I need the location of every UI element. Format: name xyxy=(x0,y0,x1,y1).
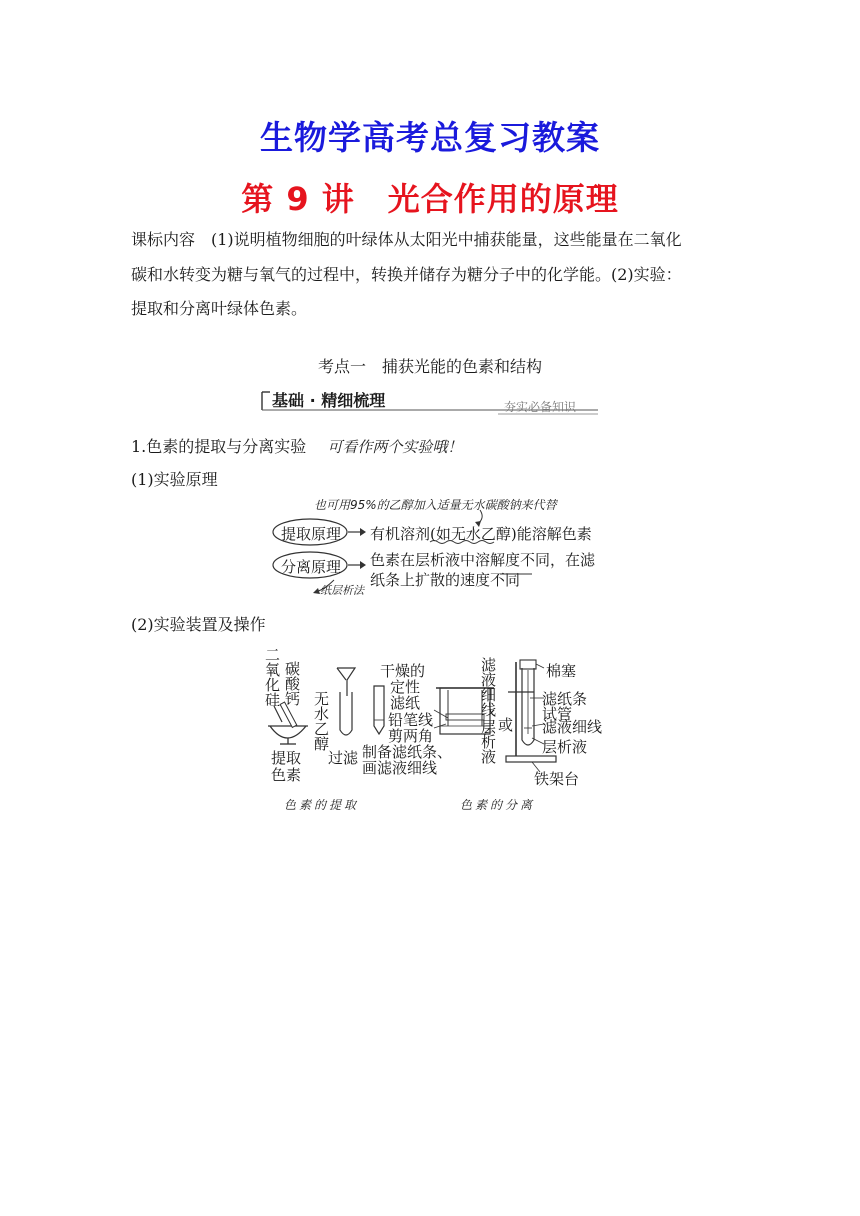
standard-line-2: 碳和水转变为糖与氧气的过程中，转换并储存为糖分子中的化学能。(2)实验： xyxy=(131,265,682,284)
banner-main-label: 基础 · 精细梳理 xyxy=(272,391,386,410)
anhydrous-ethanol-label: 无水乙醇 xyxy=(314,690,330,753)
filter-label: 过滤 xyxy=(328,749,359,767)
standard-line-1: 课标内容 (1)说明植物细胞的叶绿体从太阳光中捕获能量，这些能量在二氧化 xyxy=(131,230,682,249)
item1-handnote: 可看作两个实验哦！ xyxy=(327,438,463,456)
separate-principle-label: 分离原理 xyxy=(281,558,342,576)
lecture-title: 第 9 讲 光合作用的原理 xyxy=(241,180,619,218)
item1-heading xyxy=(131,434,462,457)
filtrate-line-label: 滤液细线 xyxy=(542,718,603,736)
pencil-line-label: 铅笔线 xyxy=(388,711,434,729)
principle-diagram xyxy=(270,494,610,598)
prepare-strip-label-2: 画滤液细线 xyxy=(362,759,438,777)
separate-principle-line2: 纸条上扩散的速度不同 xyxy=(370,571,521,589)
document-title: 生物学高考总复习教案 xyxy=(260,118,600,157)
extract-principle-text: 有机溶剂(如无水乙醇)能溶解色素 xyxy=(370,525,592,543)
dry-paper-label-3: 滤纸 xyxy=(390,694,421,712)
apparatus-heading: (2)实验装置及操作 xyxy=(131,615,266,634)
caption-separation: 色素的分离 xyxy=(460,798,536,812)
filtrate-line-label-vertical: 滤液细线 xyxy=(481,656,497,719)
section-title: 考点一 捕获光能的色素和结构 xyxy=(317,357,542,376)
solvent-label-vertical: 层析液 xyxy=(481,718,497,766)
iron-stand-label: 铁架台 xyxy=(534,770,580,788)
section-banner xyxy=(258,388,600,416)
or-label: 或 xyxy=(498,716,514,734)
separate-principle-line1: 色素在层析液中溶解度不同，在滤 xyxy=(370,551,596,569)
caption-extraction: 色素的提取 xyxy=(284,798,360,812)
solvent-label: 层析液 xyxy=(542,738,588,756)
principle-heading: (1)实验原理 xyxy=(131,470,218,489)
cotton-plug-label: 棉塞 xyxy=(546,662,577,680)
apparatus-diagram xyxy=(262,648,612,818)
extract-principle-label: 提取原理 xyxy=(281,525,342,543)
silica-label: 二氧化硅 xyxy=(265,646,281,709)
extract-pigment-label: 提取色素 xyxy=(270,749,301,784)
standard-line-3: 提取和分离叶绿体色素。 xyxy=(131,299,308,318)
handnote-top: 也可用95%的乙醇加入适量无水碳酸钠来代替 xyxy=(314,498,557,512)
handnote-bottom: 纸层析法 xyxy=(320,584,364,597)
filter-strip-label: 滤纸条 xyxy=(542,690,588,708)
prepare-strip-label-1: 制备滤纸条、 xyxy=(362,743,453,761)
cut-corners-label: 剪两角 xyxy=(388,727,434,745)
calcium-carbonate-label: 碳酸钙 xyxy=(285,660,301,708)
item1-heading-text: 1.色素的提取与分离实验 xyxy=(131,437,307,456)
dry-paper-label-1: 干燥的 xyxy=(380,662,426,680)
test-tube-label: 试管 xyxy=(542,705,573,723)
banner-side-label: 夯实必备知识 xyxy=(504,400,577,414)
dry-paper-label-2: 定性 xyxy=(390,678,421,696)
